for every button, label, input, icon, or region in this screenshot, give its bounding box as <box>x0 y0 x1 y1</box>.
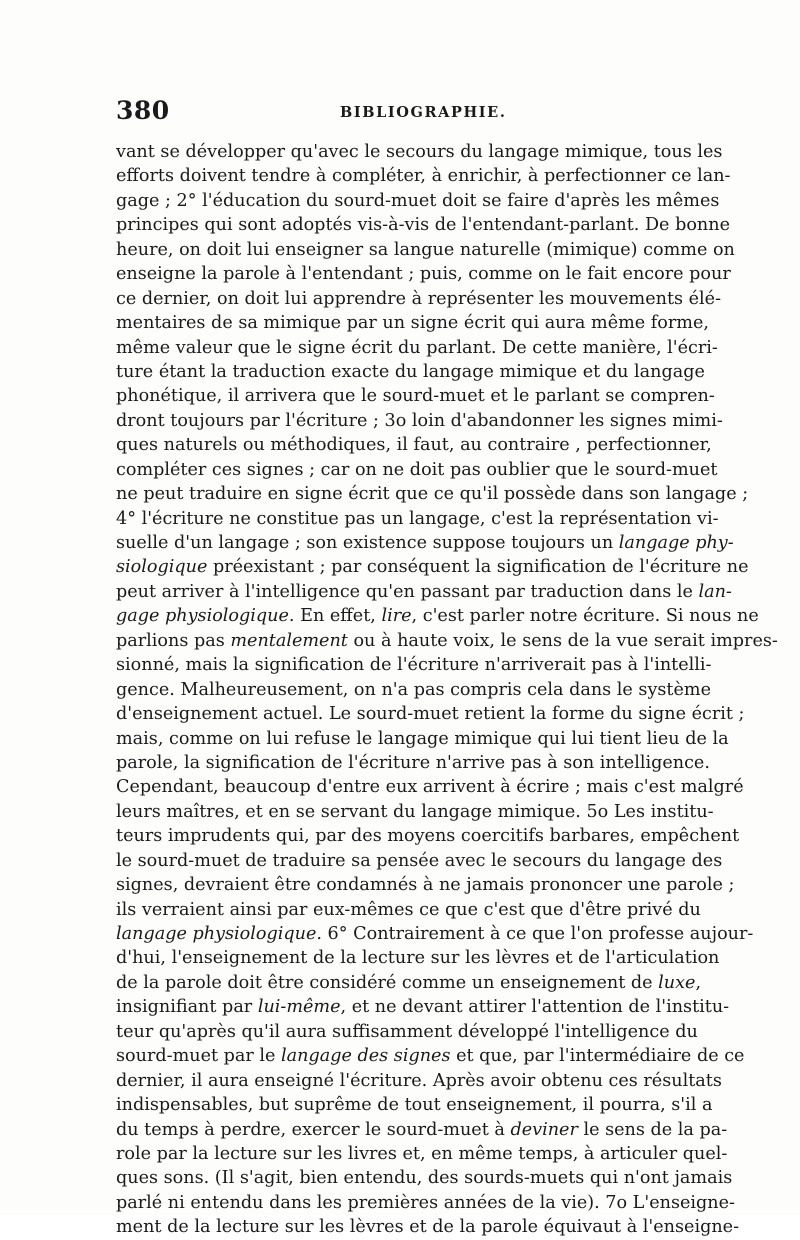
italic-text: langage des signes <box>281 1046 451 1067</box>
text-segment: d'hui, l'enseignement de la lecture sur les lèvres et de l'articulation <box>116 948 720 969</box>
text-line <box>116 995 730 1019</box>
text-line <box>116 629 778 653</box>
text-segment: leurs maîtres, et en se servant du langage mimique. 5o Les institu- <box>116 801 714 822</box>
body-text <box>116 140 778 1240</box>
text-segment: mais, comme on lui refuse le langage mimique qui lui tient lieu de la <box>116 728 729 749</box>
text-line <box>116 1093 713 1117</box>
text-line <box>116 555 749 579</box>
text-line <box>116 678 712 702</box>
text-segment: En effet, <box>294 606 382 627</box>
text-line <box>116 800 714 824</box>
italic-text: mentalement <box>230 630 348 651</box>
text-line <box>116 213 730 237</box>
text-segment: phonétique, il arrivera que le sourd-muet et le parlant se compren- <box>116 386 715 407</box>
text-line <box>116 507 719 531</box>
text-line <box>116 898 701 922</box>
text-segment: ques naturels ou méthodiques, il faut, au contraire , perfectionner, <box>116 435 712 456</box>
text-line <box>116 873 735 897</box>
text-segment: enseigne la parole à l'entendant ; puis, comme on le fait encore pour <box>116 264 731 285</box>
text-line <box>116 971 702 995</box>
text-line <box>116 1166 733 1190</box>
text-segment: et que, par l'intermédiaire de ce <box>450 1046 745 1067</box>
text-segment: de la parole doit être considéré comme un enseignement de <box>116 972 659 993</box>
text-segment: Cependant, beaucoup d'entre eux arrivent à écrire ; mais c'est malgré <box>116 777 744 798</box>
text-line <box>116 1044 745 1068</box>
italic-text: lui-même <box>257 997 341 1018</box>
text-segment: dernier, il aura enseigné l'écriture. Après avoir obtenu ces résultats <box>116 1070 722 1091</box>
text-line <box>116 384 715 408</box>
text-line <box>116 580 732 604</box>
text-segment: le sourd-muet de traduire sa pensée avec le secours du langage des <box>116 850 723 871</box>
page-number: 380 <box>116 96 170 125</box>
text-segment: sionné, mais la signification de l'écriture n'arriverait pas à l'intelli- <box>116 655 712 676</box>
text-line <box>116 1118 728 1142</box>
text-line <box>116 1069 722 1093</box>
text-segment: teur qu'après qu'il aura suffisamment développé l'intelligence du <box>116 1021 698 1042</box>
text-segment: signes, devraient être condamnés à ne jamais prononcer une parole ; <box>116 875 735 896</box>
text-segment: principes qui sont adoptés vis-à-vis de l'entendant-parlant. De bonne <box>116 215 730 236</box>
text-line <box>116 287 722 311</box>
text-segment: role par la lecture sur les livres et, en même temps, à articuler quel- <box>116 1143 728 1164</box>
text-segment: , <box>695 972 702 993</box>
text-segment: gence. Malheureusement, on n'a pas compris cela dans le système <box>116 679 712 700</box>
text-segment: suelle d'un langage ; son existence suppose toujours un <box>116 533 619 553</box>
text-line <box>116 702 745 726</box>
text-segment: 6° Contrairement à ce que l'on professe aujour- <box>321 924 754 944</box>
text-line <box>116 238 735 262</box>
text-segment: peut arriver à l'intelligence qu'en passant par traduction dans le <box>116 581 699 602</box>
text-line <box>116 1020 698 1044</box>
text-segment: insignifiant par <box>116 997 258 1018</box>
text-segment: , c'est parler notre écriture. Si nous ne <box>411 606 759 627</box>
text-line <box>116 531 734 555</box>
text-segment: sourd-muet par le <box>116 1046 282 1067</box>
text-segment: parlions pas <box>116 630 231 651</box>
text-segment: teurs imprudents qui, par des moyens coercitifs barbares, empêchent <box>116 826 740 847</box>
text-segment: ils verraient ainsi par eux-mêmes ce que c'est que d'être privé du <box>116 899 701 920</box>
text-segment: indispensables, but suprême de tout enseignement, il pourra, s'il a <box>116 1095 713 1116</box>
text-segment: du temps à perdre, exercer le sourd-muet à <box>116 1119 511 1140</box>
text-segment: ne peut traduire en signe écrit que ce qu'il possède dans son langage ; <box>116 484 749 505</box>
text-line <box>116 409 723 433</box>
running-head <box>116 96 686 130</box>
text-segment: ce dernier, on doit lui apprendre à représenter les mouvements élé- <box>116 288 722 309</box>
text-segment: même valeur que le signe écrit du parlant. De cette manière, l'écri- <box>116 337 718 358</box>
text-line <box>116 140 723 164</box>
text-line <box>116 458 718 482</box>
text-segment: préexistant ; par conséquent la signification de l'écriture ne <box>207 557 749 578</box>
italic-text: langage physiologique. <box>116 924 322 944</box>
text-segment: ture étant la traduction exacte du langage mimique et du langage <box>116 361 705 382</box>
text-line <box>116 922 754 946</box>
text-segment: d'enseignement actuel. Le sourd-muet retient la forme du signe écrit ; <box>116 704 745 725</box>
text-line <box>116 946 720 970</box>
text-segment: gage ; 2° l'éducation du sourd-muet doit se faire d'après les mêmes <box>116 190 720 211</box>
italic-text: langage phy- <box>618 533 734 553</box>
text-line <box>116 336 718 360</box>
italic-text: lire <box>381 606 412 627</box>
text-line <box>116 824 740 848</box>
text-segment: ment de la lecture sur les lèvres et de la parole équivaut à l'enseigne- <box>116 1217 740 1238</box>
italic-text: lan- <box>698 581 732 602</box>
text-line <box>116 751 710 775</box>
text-line <box>116 849 723 873</box>
text-line <box>116 360 705 384</box>
italic-text: deviner <box>510 1119 578 1140</box>
text-line <box>116 262 731 286</box>
text-line <box>116 653 712 677</box>
text-segment: vant se développer qu'avec le secours du langage mimique, tous les <box>116 142 723 162</box>
text-line <box>116 482 749 506</box>
text-segment: le sens de la pa- <box>577 1119 728 1140</box>
italic-text: siologique <box>116 557 208 578</box>
text-line <box>116 1142 728 1166</box>
text-segment: efforts doivent tendre à compléter, à enrichir, à perfectionner ce lan- <box>116 166 731 187</box>
text-segment: parlé ni entendu dans les premières années de la vie). 7o L'enseigne- <box>116 1192 735 1213</box>
text-segment: mentaires de sa mimique par un signe écrit qui aura même forme, <box>116 313 709 334</box>
text-line <box>116 164 731 188</box>
italic-text: gage physiologique. <box>116 606 295 627</box>
text-segment: ou à haute voix, le sens de la vue serait impres- <box>347 630 778 651</box>
text-line <box>116 189 720 213</box>
text-line <box>116 775 744 799</box>
text-segment: , et ne devant attirer l'attention de l'institu- <box>340 997 730 1018</box>
text-segment: compléter ces signes ; car on ne doit pas oublier que le sourd-muet <box>116 459 718 480</box>
italic-text: luxe <box>658 972 696 993</box>
text-line <box>116 604 759 628</box>
text-line <box>116 1191 735 1215</box>
text-segment: parole, la signification de l'écriture n'arrive pas à son intelligence. <box>116 752 710 773</box>
text-line <box>116 727 729 751</box>
text-line <box>116 433 712 457</box>
running-title: BIBLIOGRAPHIE. <box>340 104 507 121</box>
text-segment: ques sons. (Il s'agit, bien entendu, des sourds-muets qui n'ont jamais <box>116 1168 733 1189</box>
text-line <box>116 1215 740 1239</box>
text-line <box>116 311 709 335</box>
text-segment: 4° l'écriture ne constitue pas un langage, c'est la représentation vi- <box>116 508 719 529</box>
text-segment: heure, on doit lui enseigner sa langue naturelle (mimique) comme on <box>116 239 735 260</box>
text-segment: dront toujours par l'écriture ; 3o loin d'abandonner les signes mimi- <box>116 410 723 431</box>
